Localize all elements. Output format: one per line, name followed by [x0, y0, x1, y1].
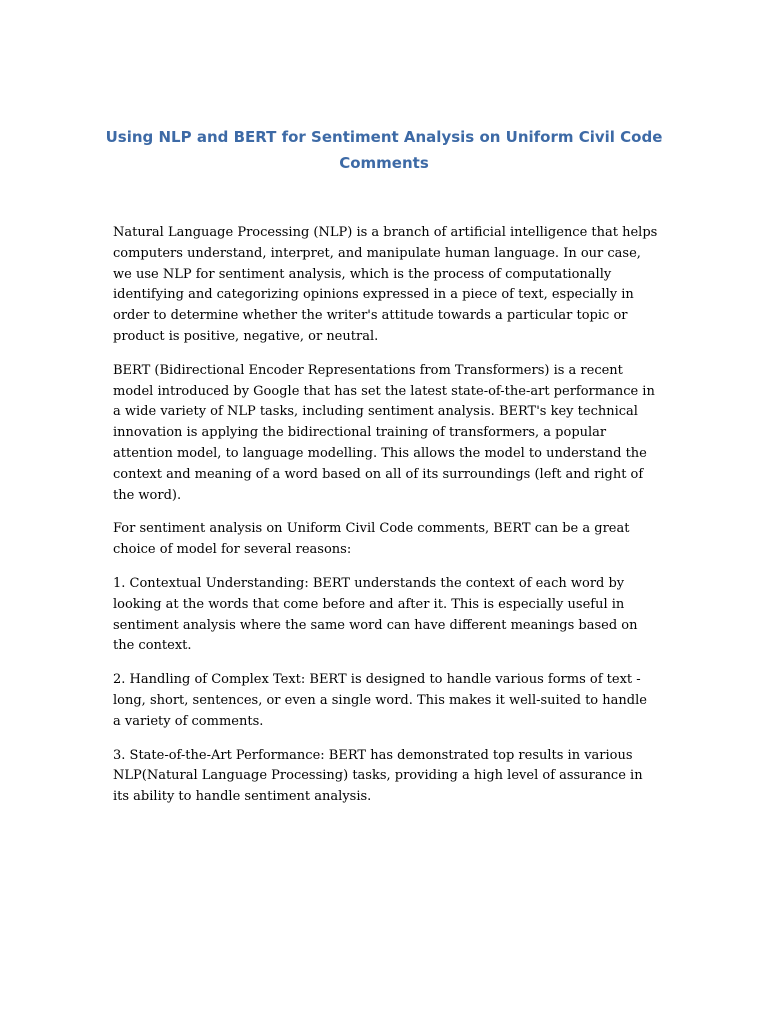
paragraph-reason-performance: 3. State-of-the-Art Performance: BERT has demonstrated top results in various NLP(Natural Language Processing) tasks, providing a high level of assurance in its ability to handle sentiment analysis. [113, 747, 643, 805]
paragraph-reason-complex-text: 2. Handling of Complex Text: BERT is designed to handle various forms of text - long, short, sentences, or even a single word. This makes it well-suited to handle a variety of comments. [113, 672, 647, 729]
document-body [113, 223, 658, 821]
document-title: Using NLP and BERT for Sentiment Analysis on Uniform Civil Code Comments [105, 128, 663, 172]
paragraph-reason-contextual: 1. Contextual Understanding: BERT understands the context of each word by looking at the words that come before and after it. This is especially useful in sentiment analysis where the same word can have different meanings based on the context. [113, 575, 638, 654]
paragraph-reasons-intro: For sentiment analysis on Uniform Civil Code comments, BERT can be a great choice of model for several reasons: [113, 521, 630, 558]
paragraph-nlp-intro: Natural Language Processing (NLP) is a branch of artificial intelligence that helps computers understand, interpret, and manipulate human language. In our case, we use NLP for sentiment analysis, which is the process of computationally identifying and categorizing opinions expressed in a piece of text, especially in order to determine whether the writer's attitude towards a particular topic or product is positive, negative, or neutral. [113, 225, 658, 344]
paragraph-bert-intro: BERT (Bidirectional Encoder Representations from Transformers) is a recent model introduced by Google that has set the latest state-of-the-art performance in a wide variety of NLP tasks, including sentiment analysis. BERT's key technical innovation is applying the bidirectional training of transformers, a popular attention model, to language modelling. This allows the model to understand the context and meaning of a word based on all of its surroundings (left and right of the word). [113, 362, 655, 503]
